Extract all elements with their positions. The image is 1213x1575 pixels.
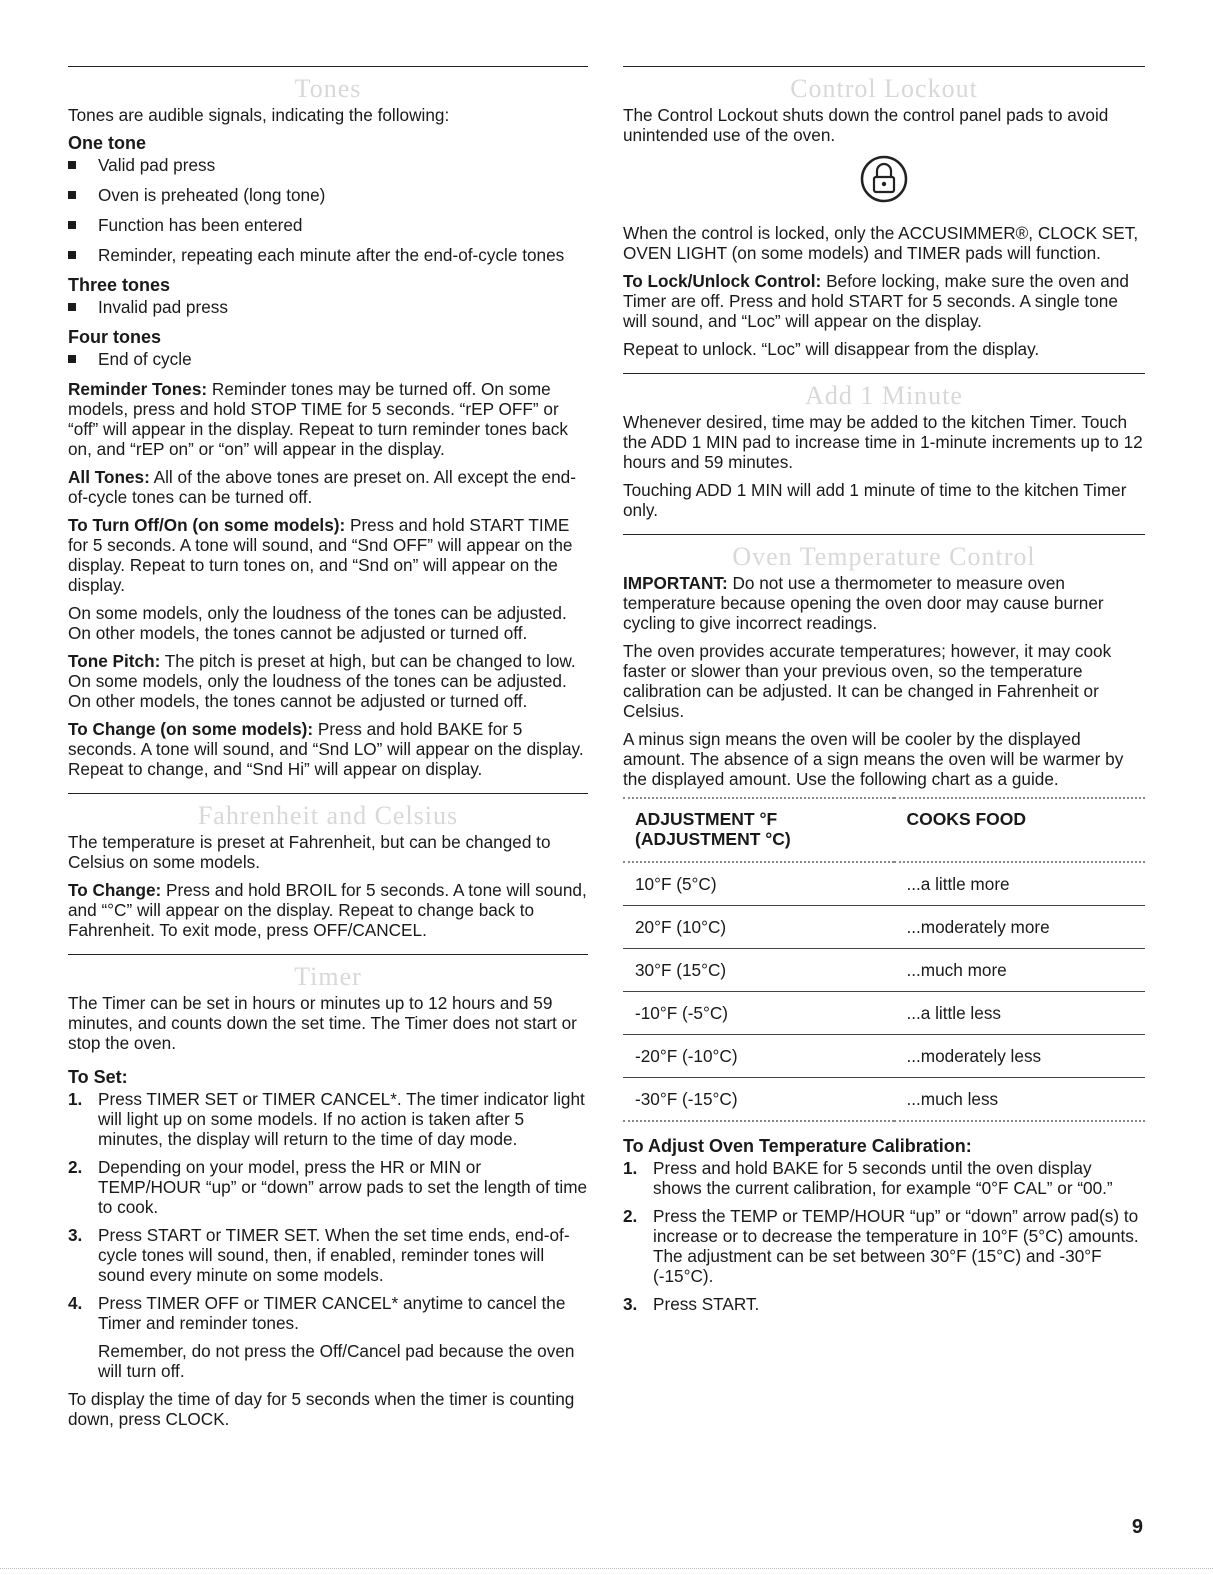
fahrenheit-change-paragraph — [68, 880, 588, 940]
table-cell: ...moderately less — [894, 1035, 1145, 1078]
four-tones-heading: Four tones — [68, 327, 161, 347]
oven-temp-p2: The oven provides accurate temperatures; however, it may cook faster or slower than your previous oven, so the temperature calibration can be adjusted. It can be changed in Fahrenheit or Celsius. — [623, 641, 1112, 721]
table-row — [623, 862, 1145, 906]
list-item — [68, 1089, 588, 1149]
turn-off-on-paragraph — [68, 515, 588, 595]
step-text: Press START. — [653, 1294, 760, 1314]
list-item — [68, 1293, 588, 1333]
table-header-row — [623, 798, 1145, 862]
table-cell: ...a little more — [894, 862, 1145, 906]
step-text: Press START or TIMER SET. When the set time ends, end-of-cycle tones will sound, then, if enabled, reminder tones will sound every minute on some models. — [98, 1225, 570, 1285]
add-minute-p1: Whenever desired, time may be added to the kitchen Timer. Touch the ADD 1 MIN pad to increase time in 1-minute increments up to 12 hours and 59 minutes. — [623, 412, 1143, 472]
section-divider — [68, 954, 588, 955]
all-tones-text: All of the above tones are preset on. All except the end-of-cycle tones can be turned off. — [68, 467, 576, 507]
lock-unlock-label: To Lock/Unlock Control: — [623, 271, 822, 291]
section-divider — [623, 373, 1145, 374]
timer-steps — [68, 1089, 588, 1333]
tones-intro: Tones are audible signals, indicating the following: — [68, 105, 450, 125]
list-item: Valid pad press — [68, 155, 588, 175]
step-number: 2. — [623, 1206, 638, 1226]
step-text: Press TIMER OFF or TIMER CANCEL* anytime to cancel the Timer and reminder tones. — [98, 1293, 566, 1333]
step-text: Press and hold BAKE for 5 seconds until the oven display shows the current calibration, for example “0°F CAL” or “00.” — [653, 1158, 1113, 1198]
right-column — [623, 66, 1145, 1322]
tones-title: Tones — [294, 74, 362, 103]
all-tones-paragraph — [68, 467, 588, 507]
important-label: IMPORTANT: — [623, 573, 728, 593]
turn-off-on-text: Press and hold START TIME for 5 seconds. A tone will sound, and “Snd OFF” will appear on the display. Repeat to turn tones on, and “Snd on” will appear on the display. — [68, 515, 573, 595]
table-cell: 30°F (15°C) — [623, 949, 894, 992]
add-minute-p2: Touching ADD 1 MIN will add 1 minute of time to the kitchen Timer only. — [623, 480, 1127, 520]
left-column — [68, 66, 588, 1437]
oven-temp-p3: A minus sign means the oven will be cooler by the displayed amount. The absence of a sign means the oven will be warmer by the displayed amount. Use the following chart as a guide. — [623, 729, 1124, 789]
list-item — [68, 1157, 588, 1217]
step-number: 1. — [68, 1089, 83, 1109]
fahrenheit-change-label: To Change: — [68, 880, 162, 900]
table-row — [623, 906, 1145, 949]
four-tones-list — [68, 349, 588, 369]
reminder-tones-text: Reminder tones may be turned off. On some models, press and hold STOP TIME for 5 seconds. “rEP OFF” or “off” will appear in the display. Repeat to turn reminder tones back on, and “rEP on” or “on” will appear in the display. — [68, 379, 568, 459]
three-tones-heading: Three tones — [68, 275, 171, 295]
lock-icon — [623, 153, 1145, 209]
fahrenheit-intro: The temperature is preset at Fahrenheit, but can be changed to Celsius on some models. — [68, 832, 551, 872]
table-cell: 20°F (10°C) — [623, 906, 894, 949]
turn-off-on-label: To Turn Off/On (on some models): — [68, 515, 346, 535]
list-item: Invalid pad press — [68, 297, 588, 317]
calibration-steps — [623, 1158, 1145, 1314]
timer-title: Timer — [294, 962, 362, 991]
tone-change-text: Press and hold BAKE for 5 seconds. A tone will sound, and “Snd LO” will appear on the display. Repeat to change, and “Snd Hi” will appear on display. — [68, 719, 584, 779]
all-tones-label: All Tones: — [68, 467, 150, 487]
lockout-intro: The Control Lockout shuts down the control panel pads to avoid unintended use of the oven. — [623, 105, 1109, 145]
oven-temp-title: Oven Temperature Control — [732, 542, 1036, 571]
list-item: End of cycle — [68, 349, 588, 369]
adjust-calibration-heading: To Adjust Oven Temperature Calibration: — [623, 1136, 972, 1156]
step-number: 2. — [68, 1157, 83, 1177]
tone-change-label: To Change (on some models): — [68, 719, 314, 739]
list-item: Function has been entered — [68, 215, 588, 235]
adjustment-table — [623, 797, 1145, 1122]
table-cell: -10°F (-5°C) — [623, 992, 894, 1035]
tone-change-paragraph — [68, 719, 588, 779]
page-number: 9 — [1131, 1516, 1143, 1538]
three-tones-list — [68, 297, 588, 317]
lock-unlock-text: Before locking, make sure the oven and Timer are off. Press and hold START for 5 seconds. A single tone will sound, and “Loc” will appear on the display. — [623, 271, 1129, 331]
list-item — [68, 1225, 588, 1285]
one-tone-list — [68, 155, 588, 265]
step-number: 4. — [68, 1293, 83, 1313]
step-number: 3. — [68, 1225, 83, 1245]
reminder-tones-label: Reminder Tones: — [68, 379, 208, 399]
fahrenheit-title: Fahrenheit and Celsius — [197, 801, 459, 830]
page-footer-divider — [0, 1568, 1213, 1569]
column-header-adjustment-f: ADJUSTMENT °F — [635, 809, 778, 829]
reminder-tones-paragraph — [68, 379, 588, 459]
table-row — [623, 1035, 1145, 1078]
step-text: Depending on your model, press the HR or MIN or TEMP/HOUR “up” or “down” arrow pads to set the length of time to cook. — [98, 1157, 588, 1217]
column-header-adjustment-c: (ADJUSTMENT °C) — [635, 829, 791, 849]
step-number: 3. — [623, 1294, 638, 1314]
section-divider — [623, 66, 1145, 67]
one-tone-heading: One tone — [68, 133, 147, 153]
loudness-paragraph: On some models, only the loudness of the tones can be adjusted. On other models, the tones cannot be adjusted or turned off. — [68, 603, 567, 643]
add-minute-title: Add 1 Minute — [805, 381, 963, 410]
table-cell: ...moderately more — [894, 906, 1145, 949]
table-row — [623, 992, 1145, 1035]
timer-to-set-heading: To Set: — [68, 1067, 128, 1087]
lockout-locked-paragraph: When the control is locked, only the ACCUSIMMER®, CLOCK SET, OVEN LIGHT (on some models) and TIMER pads will function. — [623, 223, 1139, 263]
list-item — [623, 1206, 1145, 1286]
tone-pitch-paragraph — [68, 651, 588, 711]
table-cell: -30°F (-15°C) — [623, 1078, 894, 1122]
table-cell: -20°F (-10°C) — [623, 1035, 894, 1078]
list-item — [623, 1158, 1145, 1198]
column-header-cooks-food: COOKS FOOD — [894, 798, 1145, 862]
lock-unlock-paragraph — [623, 271, 1145, 331]
lockout-title: Control Lockout — [790, 74, 978, 103]
step-text: Press TIMER SET or TIMER CANCEL*. The timer indicator light will light up on some models. If no action is taken after 5 minutes, the display will return to the time of day mode. — [98, 1089, 585, 1149]
fahrenheit-change-text: Press and hold BROIL for 5 seconds. A tone will sound, and “°C” will appear on the display. Repeat to change back to Fahrenheit. To exit mode, press OFF/CANCEL. — [68, 880, 587, 940]
section-divider — [68, 66, 588, 67]
table-row — [623, 949, 1145, 992]
important-paragraph — [623, 573, 1145, 633]
tone-pitch-text: The pitch is preset at high, but can be changed to low. On some models, only the loudness of the tones can be adjusted. On other models, the tones cannot be adjusted or turned off. — [68, 651, 576, 711]
list-item: Oven is preheated (long tone) — [68, 185, 588, 205]
table-cell: 10°F (5°C) — [623, 862, 894, 906]
timer-display-note: To display the time of day for 5 seconds when the timer is counting down, press CLOCK. — [68, 1389, 575, 1429]
table-cell: ...much more — [894, 949, 1145, 992]
section-divider — [68, 793, 588, 794]
timer-intro: The Timer can be set in hours or minutes up to 12 hours and 59 minutes, and counts down the set time. The Timer does not start or stop the oven. — [68, 993, 577, 1053]
tone-pitch-label: Tone Pitch: — [68, 651, 161, 671]
section-divider — [623, 534, 1145, 535]
table-cell: ...a little less — [894, 992, 1145, 1035]
column-header-adjustment — [623, 798, 894, 862]
table-row — [623, 1078, 1145, 1122]
list-item — [623, 1294, 1145, 1314]
table-cell: ...much less — [894, 1078, 1145, 1122]
important-text: Do not use a thermometer to measure oven temperature because opening the oven door may cause burner cycling to give incorrect readings. — [623, 573, 1104, 633]
timer-remember-note: Remember, do not press the Off/Cancel pad because the oven will turn off. — [98, 1341, 575, 1381]
list-item: Reminder, repeating each minute after the end-of-cycle tones — [68, 245, 588, 265]
step-text: Press the TEMP or TEMP/HOUR “up” or “down” arrow pad(s) to increase or to decrease the temperature in 10°F (5°C) amounts. The adjustment can be set between 30°F (15°C) and -30°F (-15°C). — [653, 1206, 1139, 1286]
lockout-repeat: Repeat to unlock. “Loc” will disappear from the display. — [623, 339, 1040, 359]
step-number: 1. — [623, 1158, 638, 1178]
